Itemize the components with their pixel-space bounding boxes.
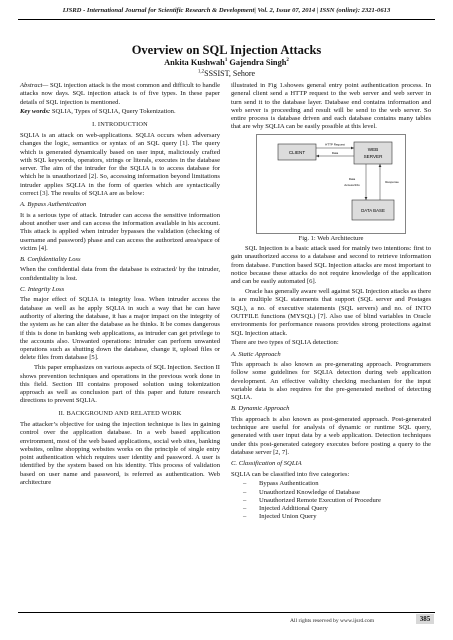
list-item: – Injected Additional Query: [231, 505, 431, 513]
author-line: [0, 58, 453, 67]
client-label: CLIENT: [288, 149, 306, 155]
header-rule: [18, 19, 435, 20]
keywords: [20, 108, 220, 116]
section-heading-background: II. BACKGROUND AND RELATED WORK: [58, 409, 182, 417]
subsection-classification: C. Classification of SQLIA: [231, 460, 302, 468]
access-label: Access/Info: [344, 182, 360, 187]
list-item: – Injected Union Query: [231, 513, 431, 521]
footer-text: All rights reserved by www.ijsrd.com: [290, 618, 375, 624]
oracle-paragraph: Oracle has generally aware well against SQL Injection attacks as there is are multiple SQL statements that support (SQL server and Postages SQL), a no. of executive statements (SQL servers) and no. of INTO OUTFILE functions (MYSQL) [7]. Also use of blind variables in Oracle environments for performance reasons provides strong protections against SQL Injection attack.: [231, 288, 431, 337]
subsection-bypass-authentication: A. Bypass Authentication: [20, 201, 87, 209]
paper-overview-paragraph: This paper emphasizes on various aspects of SQL Injection. Section II shows prevention techniques and operations in the previous work done in this field. Section III contains proposed solution using tokenization approach as well as conclusion part of this paper and future research directions to prevent SQLIA.: [20, 364, 220, 405]
architecture-diagram: [256, 134, 406, 234]
section-heading-introduction: I. INTRODUCTION: [92, 120, 148, 128]
data-left-label: Data: [348, 176, 356, 181]
abstract: [20, 82, 220, 107]
web-architecture-figure: [256, 134, 406, 234]
paper-title: Overview on SQL Injection Attacks: [131, 43, 322, 57]
footer-rule: [18, 612, 435, 613]
subsection-static-approach: A. Static Approach: [231, 350, 281, 358]
affiliation-sup: 1,2: [197, 69, 205, 75]
author-1-sup: 1: [224, 58, 228, 64]
intro-paragraph: SQLIA is an attack on web-applications. SQLIA occurs when adversary changes the logic, semantics or syntax of an SQL query [1]. The query which is generated dynamically based on user input, maliciously crafted with SQL keywords, operators, strings or literals, executes in the database server. The aim of the intruder for the SQLIA is to access database for which he is unauthorized [2]. So, accessing information beyond limitations intruder applies SQLIA in the form of queries which are syntactically correct [3]. The results of SQLIA are as below:: [20, 131, 220, 198]
abstract-label: Abstract—: [20, 82, 49, 89]
right-column: [231, 82, 431, 521]
figure-caption: Fig. 1: Web Architecture: [298, 234, 364, 242]
integrity-paragraph: The major effect of SQLIA is integrity loss. When intruder access the database as well as he apply SQLIA in such a way that he can have authority of altering the database, it has a major impact on the integrity of the system as he can alter the database as he thinks. It be comes dangerous if this is done in banking web applications, as intruder can get privilege to the accounts also. Unwanted operations: intruder can perform unwanted operations such as shutting down the database, change it, upload files or delete files from database [5].: [20, 296, 220, 362]
abstract-text: SQL injection attack is the most common and difficult to handle attacks now days. SQL injection attack is of five types. In these paper details of SQL injection is mentioned.: [20, 82, 220, 106]
database-label: DATA BASE: [361, 207, 385, 213]
static-paragraph: This approach is also known as pre-generating approach. Programmers follow some guidelines for SQLIA detection during web application development. An effective validity checking mechanism for the input variable data is also requires for the pre-generated method of detecting SQLIA.: [231, 360, 431, 402]
affiliation-text: SSSIST, Sehore: [204, 69, 256, 78]
http-request-label: HTTP Request: [325, 142, 345, 147]
journal-header: IJSRD - International Journal for Scientific Research & Development| Vol. 2, Issue 07, 2014 | ISSN (online): 2321-0613: [62, 7, 391, 14]
web-server-box: [354, 142, 392, 164]
keywords-label: Key words:: [20, 108, 51, 116]
page-number: 385: [416, 614, 434, 624]
architecture-paragraph: illustrated in Fig 1.showes general entry point authentication process. In general client send a HTTP request to the web server and web server in turn send it to the database layer. Database end contains information and web server is proceeding and result will be send to the web server. So entire process is database driven and each database contains many tables that are why SQLIA can be easily possible at this level.: [231, 82, 431, 131]
list-item: – Unauthorized Remote Execution of Procedure: [231, 497, 431, 505]
web-label: WEB: [367, 146, 379, 152]
list-item: – Unauthorized Knowledge of Database: [231, 489, 431, 497]
classification-paragraph: SQLIA can be classified into five categories:: [231, 470, 350, 478]
subsection-integrity-loss: C. Integrity Loss: [20, 286, 65, 294]
author-1: Ankita Kushwah: [164, 58, 225, 67]
detection-types-paragraph: There are two types of SQLIA detection:: [231, 339, 339, 347]
subsection-dynamic-approach: B. Dynamic Approach: [231, 405, 290, 413]
subsection-confidentiality-loss: B. Confidentiality Loss: [20, 256, 81, 264]
response-label: Response: [385, 179, 399, 184]
dynamic-paragraph: This approach is also known as post-generated approach. Post-generated technique are useful for analysis of dynamic or runtime SQL query, generated with user input data by a web application. Detection techniques under this post-generated category executes before posting a query to the database server [2, 7].: [231, 415, 431, 456]
background-paragraph: The attacker’s objective for using the injection technique is lies in gaining control over the application database. In a web based application environment, most of the web based applications, social web sites, banking websites, online shopping websites works on the principle of single entry point authentication which requires user identity and password. A user is identified by the system based on his identity. This process of validation based on user name and password, is referred as authentication. Web architecture: [20, 420, 220, 487]
list-item: – Bypass Authentication: [231, 480, 431, 488]
left-column: [20, 82, 220, 489]
server-label: SERVER: [363, 153, 383, 159]
confidentiality-paragraph: When the confidential data from the database is extracted/ by the intruder, confidentiality is lost.: [20, 266, 220, 282]
keywords-text: SQLIA, Types of SQLIA, Query Tokenization.: [50, 108, 176, 116]
bypass-paragraph: It is a serious type of attack. Intruder can access the sensitive information about another user and can access the information available in his account. This attack is applied when intruder bypasses the validation (checking of username and password) phase and can access the authorized area/space of victim [4].: [20, 211, 220, 252]
classification-list: [231, 480, 431, 521]
sqli-intentions-paragraph: SQL Injection is a basic attack used for mainly two intentions: first to gain unauthorized access to a database and second to retrieve information from database. Function based SQL Injection attacks are most important to notice because these attacks do not require knowledge of the application and can be easily automated [6].: [231, 245, 431, 286]
data-label: Data: [331, 150, 339, 155]
affiliation: [0, 69, 453, 78]
author-2: Gajendra Singh: [229, 58, 287, 67]
author-2-sup: 2: [286, 58, 289, 64]
